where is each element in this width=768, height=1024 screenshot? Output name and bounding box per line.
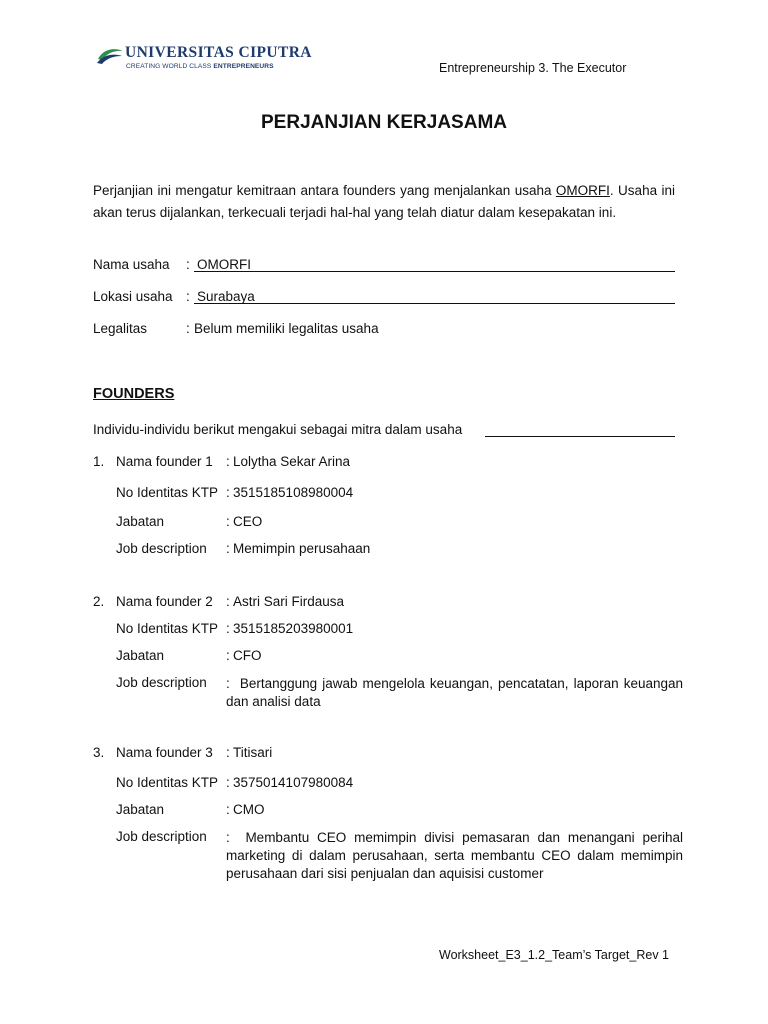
lokasi-usaha-fill-line (194, 303, 675, 304)
founder-3-job: Membantu CEO memimpin divisi pemasaran dan menangani perihal marketing di dalam perusahaan, serta membantu CEO dalam memimpin perusahaan dari sisi penjualan dan aquisisi customer (226, 830, 683, 881)
founder-2-job-label: Job description (116, 675, 207, 690)
founder-1-jabatan-colon: : (226, 514, 230, 529)
founders-heading: FOUNDERS (93, 386, 175, 402)
lokasi-usaha-value: Surabaya (197, 289, 255, 304)
legalitas-colon: : (186, 321, 190, 336)
founders-intro-fill-line (485, 436, 675, 437)
worksheet-footer: Worksheet_E3_1.2_Team’s Target_Rev 1 (439, 948, 669, 962)
university-logo (96, 44, 312, 76)
founder-3-ktp-label: No Identitas KTP (116, 775, 219, 790)
nama-usaha-colon: : (186, 257, 190, 272)
founder-3-job-block: : Membantu CEO memimpin divisi pemasaran dan menangani perihal marketing di dalam perusahaan, serta membantu CEO dalam memimpin perusahaan dari sisi penjualan dan aquisisi customer (226, 830, 683, 881)
logo-tagline: CREATING WORLD CLASS ENTREPRENEURS (126, 63, 274, 70)
founder-2-jabatan: CFO (233, 648, 262, 663)
document-title: PERJANJIAN KERJASAMA (261, 112, 507, 133)
founder-3-number: 3. (93, 745, 105, 760)
founder-3-name-colon: : (226, 745, 230, 760)
founder-1-ktp-colon: : (226, 485, 230, 500)
course-header: Entrepreneurship 3. The Executor (439, 61, 627, 75)
founder-1-ktp-label: No Identitas KTP (116, 485, 219, 500)
founder-1-jabatan: CEO (233, 514, 263, 529)
nama-usaha-label: Nama usaha (93, 257, 170, 272)
founder-3-jabatan: CMO (233, 802, 265, 817)
founder-1-name: Lolytha Sekar Arina (233, 454, 351, 469)
founder-2-job-block: : Bertanggung jawab mengelola keuangan, pencatatan, laporan keuangan dan analisi data (226, 676, 683, 709)
founder-3-name: Titisari (233, 745, 273, 760)
university-logo-icon (96, 46, 124, 68)
founder-3-ktp: 3575014107980084 (233, 775, 354, 790)
nama-usaha-value: OMORFI (197, 257, 251, 272)
founder-2-name: Astri Sari Firdausa (233, 594, 345, 609)
founder-1-job-label: Job description (116, 541, 207, 556)
founders-intro: Individu-individu berikut mengakui sebagai mitra dalam usaha (93, 422, 463, 437)
founder-2-name-label: Nama founder 2 (116, 594, 213, 609)
founder-1-ktp: 3515185108980004 (233, 485, 354, 500)
intro-business-name: OMORFI (555, 183, 610, 198)
lokasi-usaha-colon: : (186, 289, 190, 304)
founder-2-jabatan-colon: : (226, 648, 230, 663)
intro-text-before: Perjanjian ini mengatur kemitraan antara founders yang menjalankan usaha (93, 183, 556, 198)
founder-2-ktp-label: No Identitas KTP (116, 621, 219, 636)
lokasi-usaha-label: Lokasi usaha (93, 289, 173, 304)
legalitas-label: Legalitas (93, 321, 148, 336)
founder-1-jabatan-label: Jabatan (116, 514, 165, 529)
founder-2-ktp-colon: : (226, 621, 230, 636)
legalitas-value: Belum memiliki legalitas usaha (194, 321, 379, 336)
founder-3-jabatan-colon: : (226, 802, 230, 817)
founder-1-name-colon: : (226, 454, 230, 469)
founder-2-job: Bertanggung jawab mengelola keuangan, pencatatan, laporan keuangan dan analisi data (226, 676, 683, 709)
founder-1-job-colon: : (226, 541, 230, 556)
founder-3-name-label: Nama founder 3 (116, 745, 213, 760)
logo-name: UNIVERSITAS CIPUTRA (125, 44, 312, 61)
intro-text-after: . Usaha ini akan terus dijalankan, terkecuali terjadi hal-hal yang telah diatur dalam kesepakatan ini. (93, 183, 675, 220)
founder-1-job: Memimpin perusahaan (233, 541, 371, 556)
founder-3-jabatan-label: Jabatan (116, 802, 165, 817)
nama-usaha-fill-line (194, 271, 675, 272)
founder-3-job-label: Job description (116, 829, 207, 844)
founder-2-number: 2. (93, 594, 105, 609)
founder-3-ktp-colon: : (226, 775, 230, 790)
founder-1-name-label: Nama founder 1 (116, 454, 213, 469)
founder-2-ktp: 3515185203980001 (233, 621, 354, 636)
founder-2-name-colon: : (226, 594, 230, 609)
founder-2-jabatan-label: Jabatan (116, 648, 165, 663)
intro-paragraph (93, 180, 675, 223)
founder-1-number: 1. (93, 454, 105, 469)
